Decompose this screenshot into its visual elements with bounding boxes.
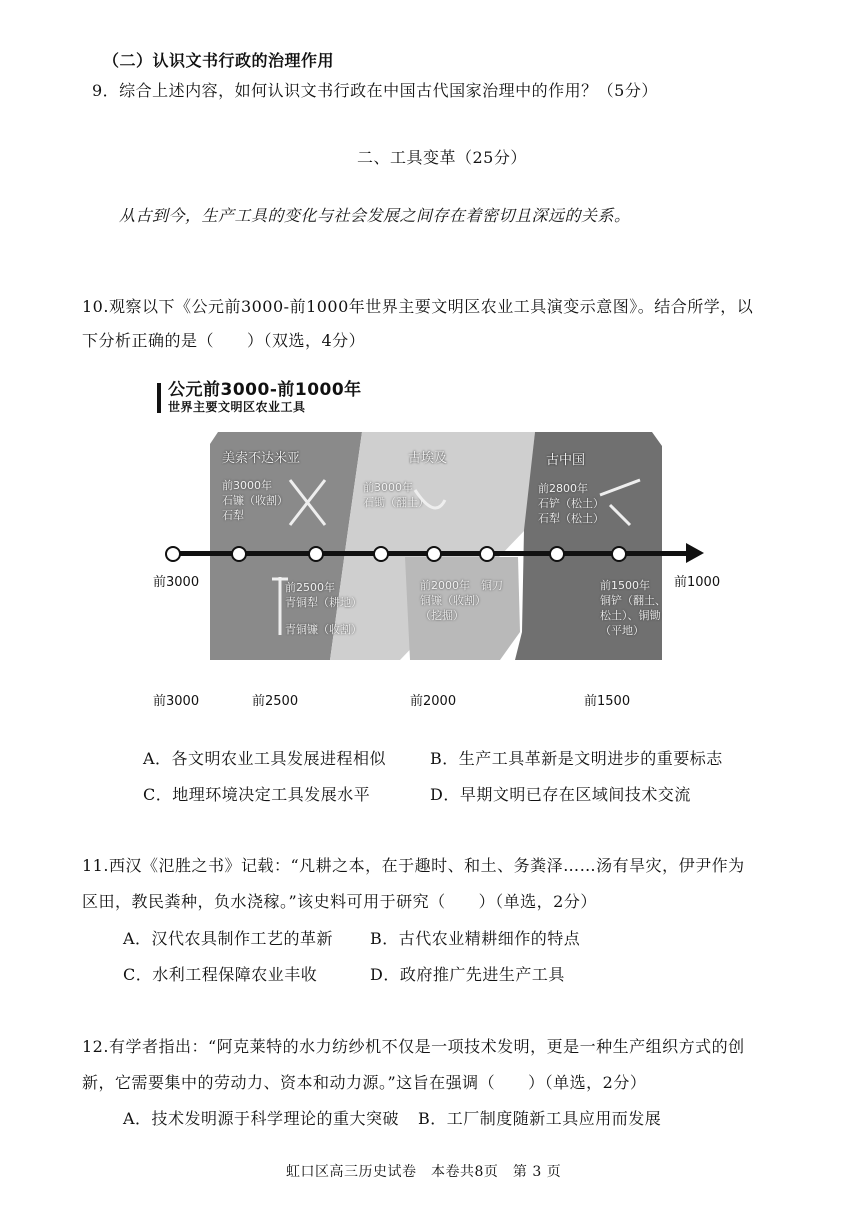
bottom-tick-2500: 前2500 (252, 694, 299, 709)
q11-option-c: C．水利工程保障农业丰收 (123, 965, 318, 984)
figure-title-bar (157, 383, 161, 413)
section-heading: （二）认识文书行政的治理作用 (103, 51, 335, 70)
bottom-tick-3000: 前3000 (153, 694, 200, 709)
china-bottom-note: 前1500年 铜铲（翻土、 松土）、铜锄 （平地） (600, 579, 666, 637)
question-11-line1: 11.西汉《氾胜之书》记载：“凡耕之本，在于趣时、和土、务粪泽……汤有旱灾，伊尹作为 (82, 856, 745, 875)
figure-title: 公元前3000-前1000年 (168, 380, 362, 400)
question-10-line2: 下分析正确的是（ ）（双选，4分） (82, 331, 366, 350)
q10-option-a: A．各文明农业工具发展进程相似 (143, 749, 387, 768)
part-title: 二、工具变革（25分） (357, 148, 527, 167)
egypt-bottom-note: 前2000年 铜刀 铜镰（收割） （挖掘） (420, 579, 503, 622)
axis-end-label: 前1000 (674, 575, 721, 590)
timeline-dot (611, 546, 627, 562)
timeline-dot (308, 546, 324, 562)
spade-icon (600, 480, 640, 495)
egypt-top-note: 前3000年 石锄（翻土） (363, 481, 429, 509)
q12-option-b: B．工厂制度随新工具应用而发展 (418, 1109, 662, 1128)
question-12-line1: 12.有学者指出：“阿克莱特的水力纺纱机不仅是一项技术发明，更是一种生产组织方式的创 (82, 1037, 745, 1056)
timeline-dot (373, 546, 389, 562)
bottom-tick-2000: 前2000 (410, 694, 457, 709)
q10-option-c: C．地理环境决定工具发展水平 (143, 785, 371, 804)
timeline-arrow-icon (686, 543, 704, 563)
q12-option-a: A．技术发明源于科学理论的重大突破 (123, 1109, 400, 1128)
bottom-tick-1500: 前1500 (584, 694, 631, 709)
q11-option-b: B．古代农业精耕细作的特点 (370, 929, 581, 948)
question-12-line2: 新，它需要集中的劳动力、资本和动力源。”这旨在强调（ ）（单选，2分） (82, 1073, 647, 1092)
part-intro: 从古到今，生产工具的变化与社会发展之间存在着密切且深远的关系。 (119, 206, 631, 225)
region-label-mesopotamia: 美索不达米亚 (222, 451, 301, 466)
china-top-note: 前2800年 石铲（松土） 石犁（松土） (538, 482, 604, 525)
region-label-egypt: 古埃及 (408, 451, 448, 466)
hoe-icon (415, 490, 445, 508)
q11-option-a: A．汉代农具制作工艺的革新 (123, 929, 334, 948)
figure-subtitle: 世界主要文明区农业工具 (168, 400, 306, 414)
timeline-dot (549, 546, 565, 562)
timeline-dot (426, 546, 442, 562)
q10-option-b: B．生产工具革新是文明进步的重要标志 (430, 749, 723, 768)
question-11-line2: 区田，教民粪种，负水浇稼。”该史料可用于研究（ ）（单选，2分） (82, 892, 597, 911)
question-9: 9．综合上述内容，如何认识文书行政在中国古代国家治理中的作用？（5分） (92, 81, 658, 100)
region-label-china: 古中国 (546, 453, 586, 468)
q10-option-d: D．早期文明已存在区域间技术交流 (430, 785, 691, 804)
q11-option-d: D．政府推广先进生产工具 (370, 965, 565, 984)
question-10-line1: 10.观察以下《公元前3000-前1000年世界主要文明区农业工具演变示意图》。结合所学，以 (82, 297, 754, 316)
timeline-dot (479, 546, 495, 562)
meso-bottom-note: 前2500年 青铜犁（耕地） 青铜镰（收割） (285, 581, 362, 636)
axis-start-label: 前3000 (153, 575, 200, 590)
bronze-plow-icon (270, 575, 290, 645)
page-footer: 虹口区高三历史试卷 本卷共8页 第 3 页 (286, 1164, 562, 1180)
tool-sketches (280, 470, 660, 540)
meso-top-note: 前3000年 石镰（收割） 石犁 (222, 479, 288, 522)
timeline-dot (231, 546, 247, 562)
timeline-dot (165, 546, 181, 562)
